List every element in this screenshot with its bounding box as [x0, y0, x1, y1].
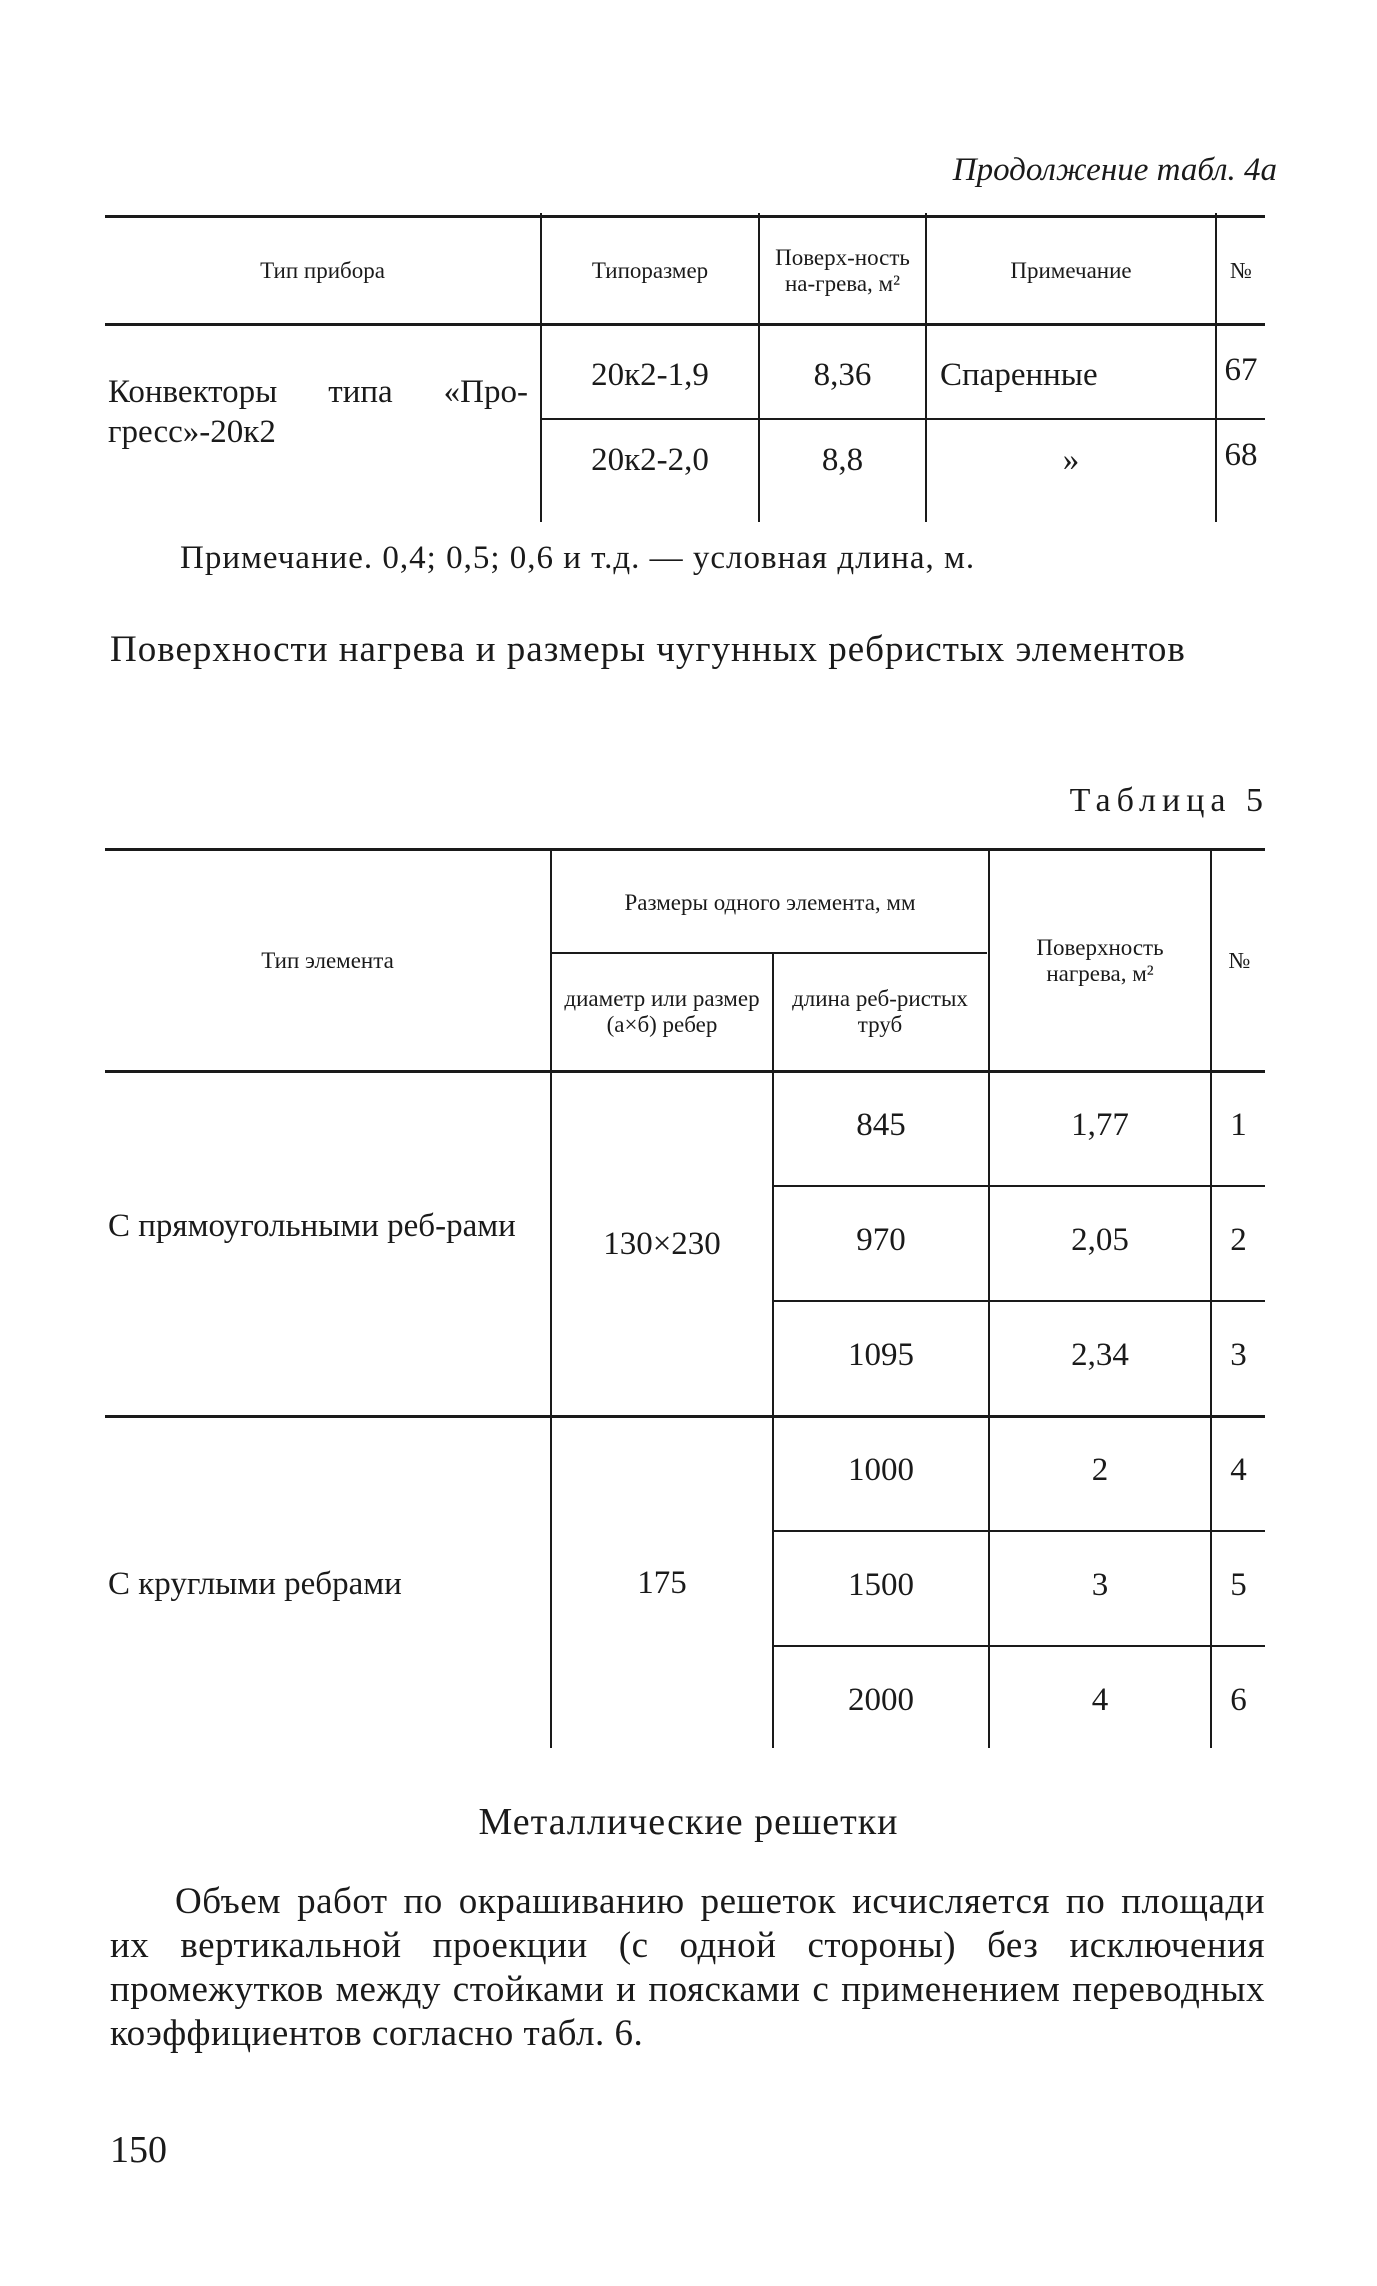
table5-row-rule	[774, 1185, 1265, 1187]
table5-row-length: 970	[856, 1221, 906, 1258]
table5-row-length: 1500	[848, 1566, 914, 1603]
table4a-footnote: Примечание. 0,4; 0,5; 0,6 и т.д. — условная длина, м.	[180, 540, 976, 576]
table5-row-surface: 2,05	[1071, 1221, 1129, 1258]
table5-row-length: 1000	[848, 1451, 914, 1488]
section-heading-cast-iron: Поверхности нагрева и размеры чугунных ребристых элементов	[110, 629, 1186, 670]
table4a-row-surface: 8,36	[813, 356, 872, 393]
table4a-header-surface: Поверх-ность на-грева, м²	[775, 244, 910, 296]
table-continuation-label: Продолжение табл. 4а	[952, 152, 1277, 188]
table5-row-num: 2	[1230, 1221, 1247, 1258]
table5-header-type: Тип элемента	[261, 947, 394, 973]
table5-row-rule	[774, 1645, 1265, 1647]
table5-row-surface: 3	[1091, 1566, 1109, 1603]
table5-row-num: 3	[1230, 1336, 1247, 1373]
table5-row-num: 4	[1230, 1451, 1247, 1488]
table5-divider	[988, 850, 990, 1070]
table4a-divider	[758, 213, 760, 323]
table4a-row-size: 20к2-2,0	[591, 441, 709, 478]
table4a-row-note: Спаренные	[940, 356, 1098, 393]
table5-divider	[1210, 850, 1212, 1070]
table5-row-num: 1	[1230, 1106, 1247, 1143]
table4a-header-num: №	[1230, 257, 1252, 283]
table5-row-surface: 4	[1091, 1681, 1109, 1718]
table5-group-type: С прямоугольными реб-рами	[108, 1208, 516, 1244]
table5-group-type: С круглыми ребрами	[108, 1566, 402, 1602]
table5-row-rule	[774, 1300, 1265, 1302]
table4a-row-note: »	[1062, 441, 1080, 478]
table5-row-surface: 2,34	[1071, 1336, 1129, 1373]
table5-header-length: длина реб-ристых труб	[792, 986, 968, 1037]
table5-header-surface: Поверхность нагрева, м²	[1036, 934, 1164, 986]
body-paragraph: Объем работ по окрашиванию решеток исчисляется по площади их вертикальной проекции (с одной стороны) без исключения промежутков между стойками и поясками с применением переводных коэффициентов согласно табл. 6.	[110, 1881, 1265, 2054]
table5-header-num: №	[1228, 947, 1251, 973]
table5-row-surface: 2	[1091, 1451, 1109, 1488]
table4a-device-type: Конвекторы типа «Про-гресс»-20к2	[108, 374, 528, 450]
table4a-header-note: Примечание	[1010, 257, 1132, 283]
table5-group-size: 175	[637, 1564, 687, 1601]
page-number: 150	[110, 2129, 167, 2171]
table5-row-length: 2000	[848, 1681, 914, 1718]
table4a-header-rule	[105, 323, 1265, 326]
table5-header-diameter: диаметр или размер (а×б) ребер	[564, 986, 760, 1037]
table5-group-size: 130×230	[603, 1225, 721, 1262]
table5-row-num: 6	[1230, 1681, 1247, 1718]
table5-row-rule	[774, 1530, 1265, 1532]
table5-row-surface: 1,77	[1071, 1106, 1129, 1143]
section-heading-metal-grilles: Металлические решетки	[478, 1801, 899, 1843]
table5-label: Таблица 5	[1069, 782, 1269, 819]
table4a-row-size: 20к2-1,9	[591, 356, 709, 393]
table5-row-length: 1095	[848, 1336, 914, 1373]
table4a-row-num: 67	[1224, 351, 1258, 388]
table4a-header-size: Типоразмер	[591, 257, 709, 283]
table5-header-dims: Размеры одного элемента, мм	[624, 889, 916, 915]
table4a-row-surface: 8,8	[821, 441, 864, 478]
table5-subheader-rule	[552, 952, 987, 954]
table5-row-num: 5	[1230, 1566, 1247, 1603]
table5-divider	[550, 850, 552, 1070]
table4a-header-type: Тип прибора	[260, 257, 385, 283]
table5-divider	[772, 954, 774, 1070]
table5-row-length: 845	[856, 1106, 906, 1143]
table4a-row-num: 68	[1224, 436, 1258, 473]
